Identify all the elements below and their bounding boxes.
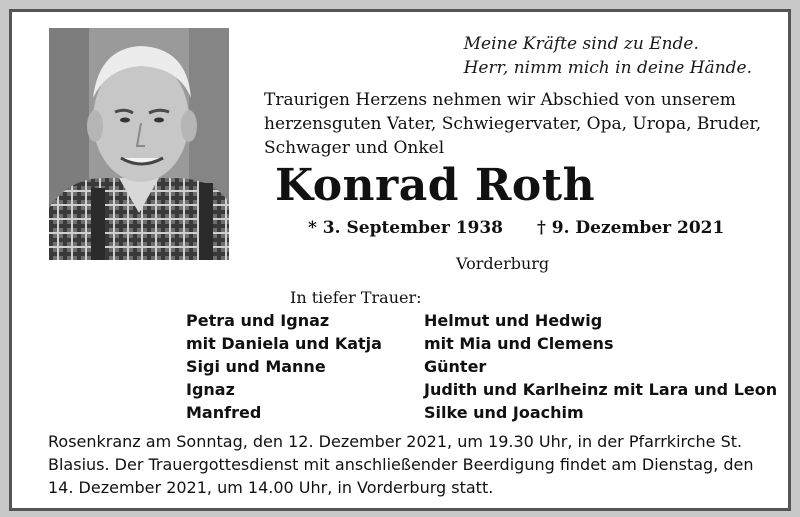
deceased-name: Konrad Roth xyxy=(274,160,596,211)
motto-line-1: Meine Kräfte sind zu Ende. xyxy=(463,34,699,54)
hometown: Vorderburg xyxy=(456,254,550,273)
mourner-entry: Petra und Ignaz xyxy=(186,311,330,330)
portrait-image xyxy=(49,28,229,260)
life-dates xyxy=(308,218,724,238)
mourner-entry: Sigi und Manne xyxy=(186,357,326,376)
mourner-entry: Silke und Joachim xyxy=(424,403,584,422)
mourner-entry: Judith und Karlheinz mit Lara und Leon xyxy=(424,380,778,399)
motto-line-2: Herr, nimm mich in deine Hände. xyxy=(463,58,752,78)
mourner-entry: Günter xyxy=(424,357,487,376)
obituary-card xyxy=(9,9,791,511)
mourner-entry: mit Mia und Clemens xyxy=(424,334,614,353)
mourner-entry: Ignaz xyxy=(186,380,235,399)
motto-verse xyxy=(464,32,752,80)
funeral-notice: Rosenkranz am Sonntag, den 12. Dezember 2021, um 19.30 Uhr, in der Pfarrkirche St. Blasius. Der Trauergottesdienst mit anschließender Beerdigung findet am Dienstag, den 14. Dezember 2021, um 14.00 Uhr, in Vorderburg statt. xyxy=(48,432,754,497)
mourner-entry: mit Daniela und Katja xyxy=(186,334,382,353)
death-date: † 9. Dezember 2021 xyxy=(536,218,725,238)
birth-date: * 3. September 1938 xyxy=(308,218,504,238)
mourner-entry: Helmut und Hedwig xyxy=(424,311,603,330)
mourners-right-column xyxy=(424,309,777,424)
portrait-photo xyxy=(49,28,229,260)
mourners-left-column xyxy=(186,309,382,424)
mourners-label: In tiefer Trauer: xyxy=(290,288,422,307)
mourner-entry: Manfred xyxy=(186,403,262,422)
intro-text: Traurigen Herzens nehmen wir Abschied von unserem herzensguten Vater, Schwiegervater, Opa, Uropa, Bruder, Schwager und Onkel xyxy=(264,90,762,158)
